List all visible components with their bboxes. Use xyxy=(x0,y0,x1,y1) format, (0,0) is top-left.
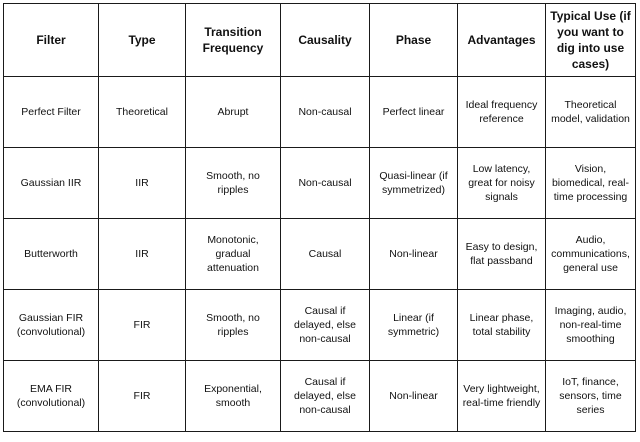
cell-text: Ideal frequency reference xyxy=(465,99,538,125)
cell-text: Very lightweight, real-time friendly xyxy=(462,383,541,409)
cell-text: Gaussian FIR (convolutional) xyxy=(16,312,86,338)
cell-advantages xyxy=(458,219,546,290)
cell-text: FIR xyxy=(133,319,151,331)
cell-text: Exponential, smooth xyxy=(204,383,262,409)
cell-type xyxy=(99,361,186,432)
cell-text: Perfect linear xyxy=(382,106,445,118)
header-label: Filter xyxy=(36,33,66,47)
header-label: Advantages xyxy=(467,33,536,47)
cell-phase xyxy=(370,219,458,290)
cell-text: Low latency, great for noisy signals xyxy=(468,163,535,203)
cell-transition xyxy=(186,77,281,148)
cell-type xyxy=(99,290,186,361)
cell-text: Non-causal xyxy=(298,106,352,118)
cell-phase xyxy=(370,361,458,432)
table-row xyxy=(4,290,636,361)
cell-typical-use xyxy=(546,219,636,290)
cell-causality xyxy=(281,148,370,219)
cell-type xyxy=(99,219,186,290)
cell-text: Abrupt xyxy=(217,106,249,118)
cell-text: Non-linear xyxy=(389,390,438,402)
cell-text: EMA FIR (convolutional) xyxy=(16,383,86,409)
cell-text: Monotonic, gradual attenuation xyxy=(207,234,259,274)
cell-transition xyxy=(186,290,281,361)
cell-text: Quasi-linear (if symmetrized) xyxy=(379,170,448,196)
header-row xyxy=(4,4,636,77)
cell-type xyxy=(99,148,186,219)
header-typical-use xyxy=(546,4,636,77)
cell-text: FIR xyxy=(133,390,151,402)
cell-text: Gaussian IIR xyxy=(20,177,82,189)
cell-text: IoT, finance, sensors, time series xyxy=(559,376,622,416)
table-row xyxy=(4,219,636,290)
cell-text: Audio, communications, general use xyxy=(551,234,630,274)
cell-text: Imaging, audio, non-real-time smoothing xyxy=(554,305,627,345)
cell-typical-use xyxy=(546,290,636,361)
cell-text: Causal if delayed, else non-causal xyxy=(294,305,356,345)
cell-advantages xyxy=(458,148,546,219)
table-row xyxy=(4,77,636,148)
cell-text: Smooth, no ripples xyxy=(206,170,260,196)
header-transition-frequency xyxy=(186,4,281,77)
table-row xyxy=(4,361,636,432)
cell-text: IIR xyxy=(135,248,149,260)
cell-text: Causal if delayed, else non-causal xyxy=(294,376,356,416)
cell-text: Easy to design, flat passband xyxy=(465,241,538,267)
header-label: Typical Use (if you want to dig into use cases) xyxy=(550,9,631,71)
header-label: Type xyxy=(128,33,156,47)
cell-filter xyxy=(4,361,99,432)
cell-causality xyxy=(281,361,370,432)
cell-text: Linear phase, total stability xyxy=(469,312,534,338)
cell-text: Causal xyxy=(308,248,342,260)
cell-filter xyxy=(4,148,99,219)
header-filter xyxy=(4,4,99,77)
cell-text: Vision, biomedical, real- time processing xyxy=(551,163,630,203)
header-type xyxy=(99,4,186,77)
cell-typical-use xyxy=(546,148,636,219)
cell-text: Linear (if symmetric) xyxy=(387,312,440,338)
cell-text: Butterworth xyxy=(24,248,78,260)
cell-typical-use xyxy=(546,77,636,148)
cell-phase xyxy=(370,148,458,219)
cell-phase xyxy=(370,77,458,148)
cell-type xyxy=(99,77,186,148)
cell-causality xyxy=(281,77,370,148)
cell-text: Perfect Filter xyxy=(21,106,81,118)
cell-transition xyxy=(186,361,281,432)
table-row xyxy=(4,148,636,219)
cell-text: Non-linear xyxy=(389,248,438,260)
header-label: Causality xyxy=(298,33,352,47)
cell-filter xyxy=(4,290,99,361)
cell-text: Theoretical xyxy=(116,106,168,118)
cell-causality xyxy=(281,290,370,361)
header-causality xyxy=(281,4,370,77)
cell-advantages xyxy=(458,361,546,432)
cell-filter xyxy=(4,77,99,148)
header-label: Phase xyxy=(395,33,432,47)
header-advantages xyxy=(458,4,546,77)
cell-text: Theoretical model, validation xyxy=(551,99,630,125)
header-phase xyxy=(370,4,458,77)
cell-text: IIR xyxy=(135,177,149,189)
cell-filter xyxy=(4,219,99,290)
cell-phase xyxy=(370,290,458,361)
filter-comparison-table-container xyxy=(3,3,636,432)
header-label: Transition Frequency xyxy=(202,25,264,55)
cell-text: Non-causal xyxy=(298,177,352,189)
filter-comparison-table xyxy=(3,3,636,432)
cell-typical-use xyxy=(546,361,636,432)
cell-transition xyxy=(186,148,281,219)
cell-advantages xyxy=(458,290,546,361)
cell-advantages xyxy=(458,77,546,148)
cell-transition xyxy=(186,219,281,290)
cell-text: Smooth, no ripples xyxy=(206,312,260,338)
cell-causality xyxy=(281,219,370,290)
